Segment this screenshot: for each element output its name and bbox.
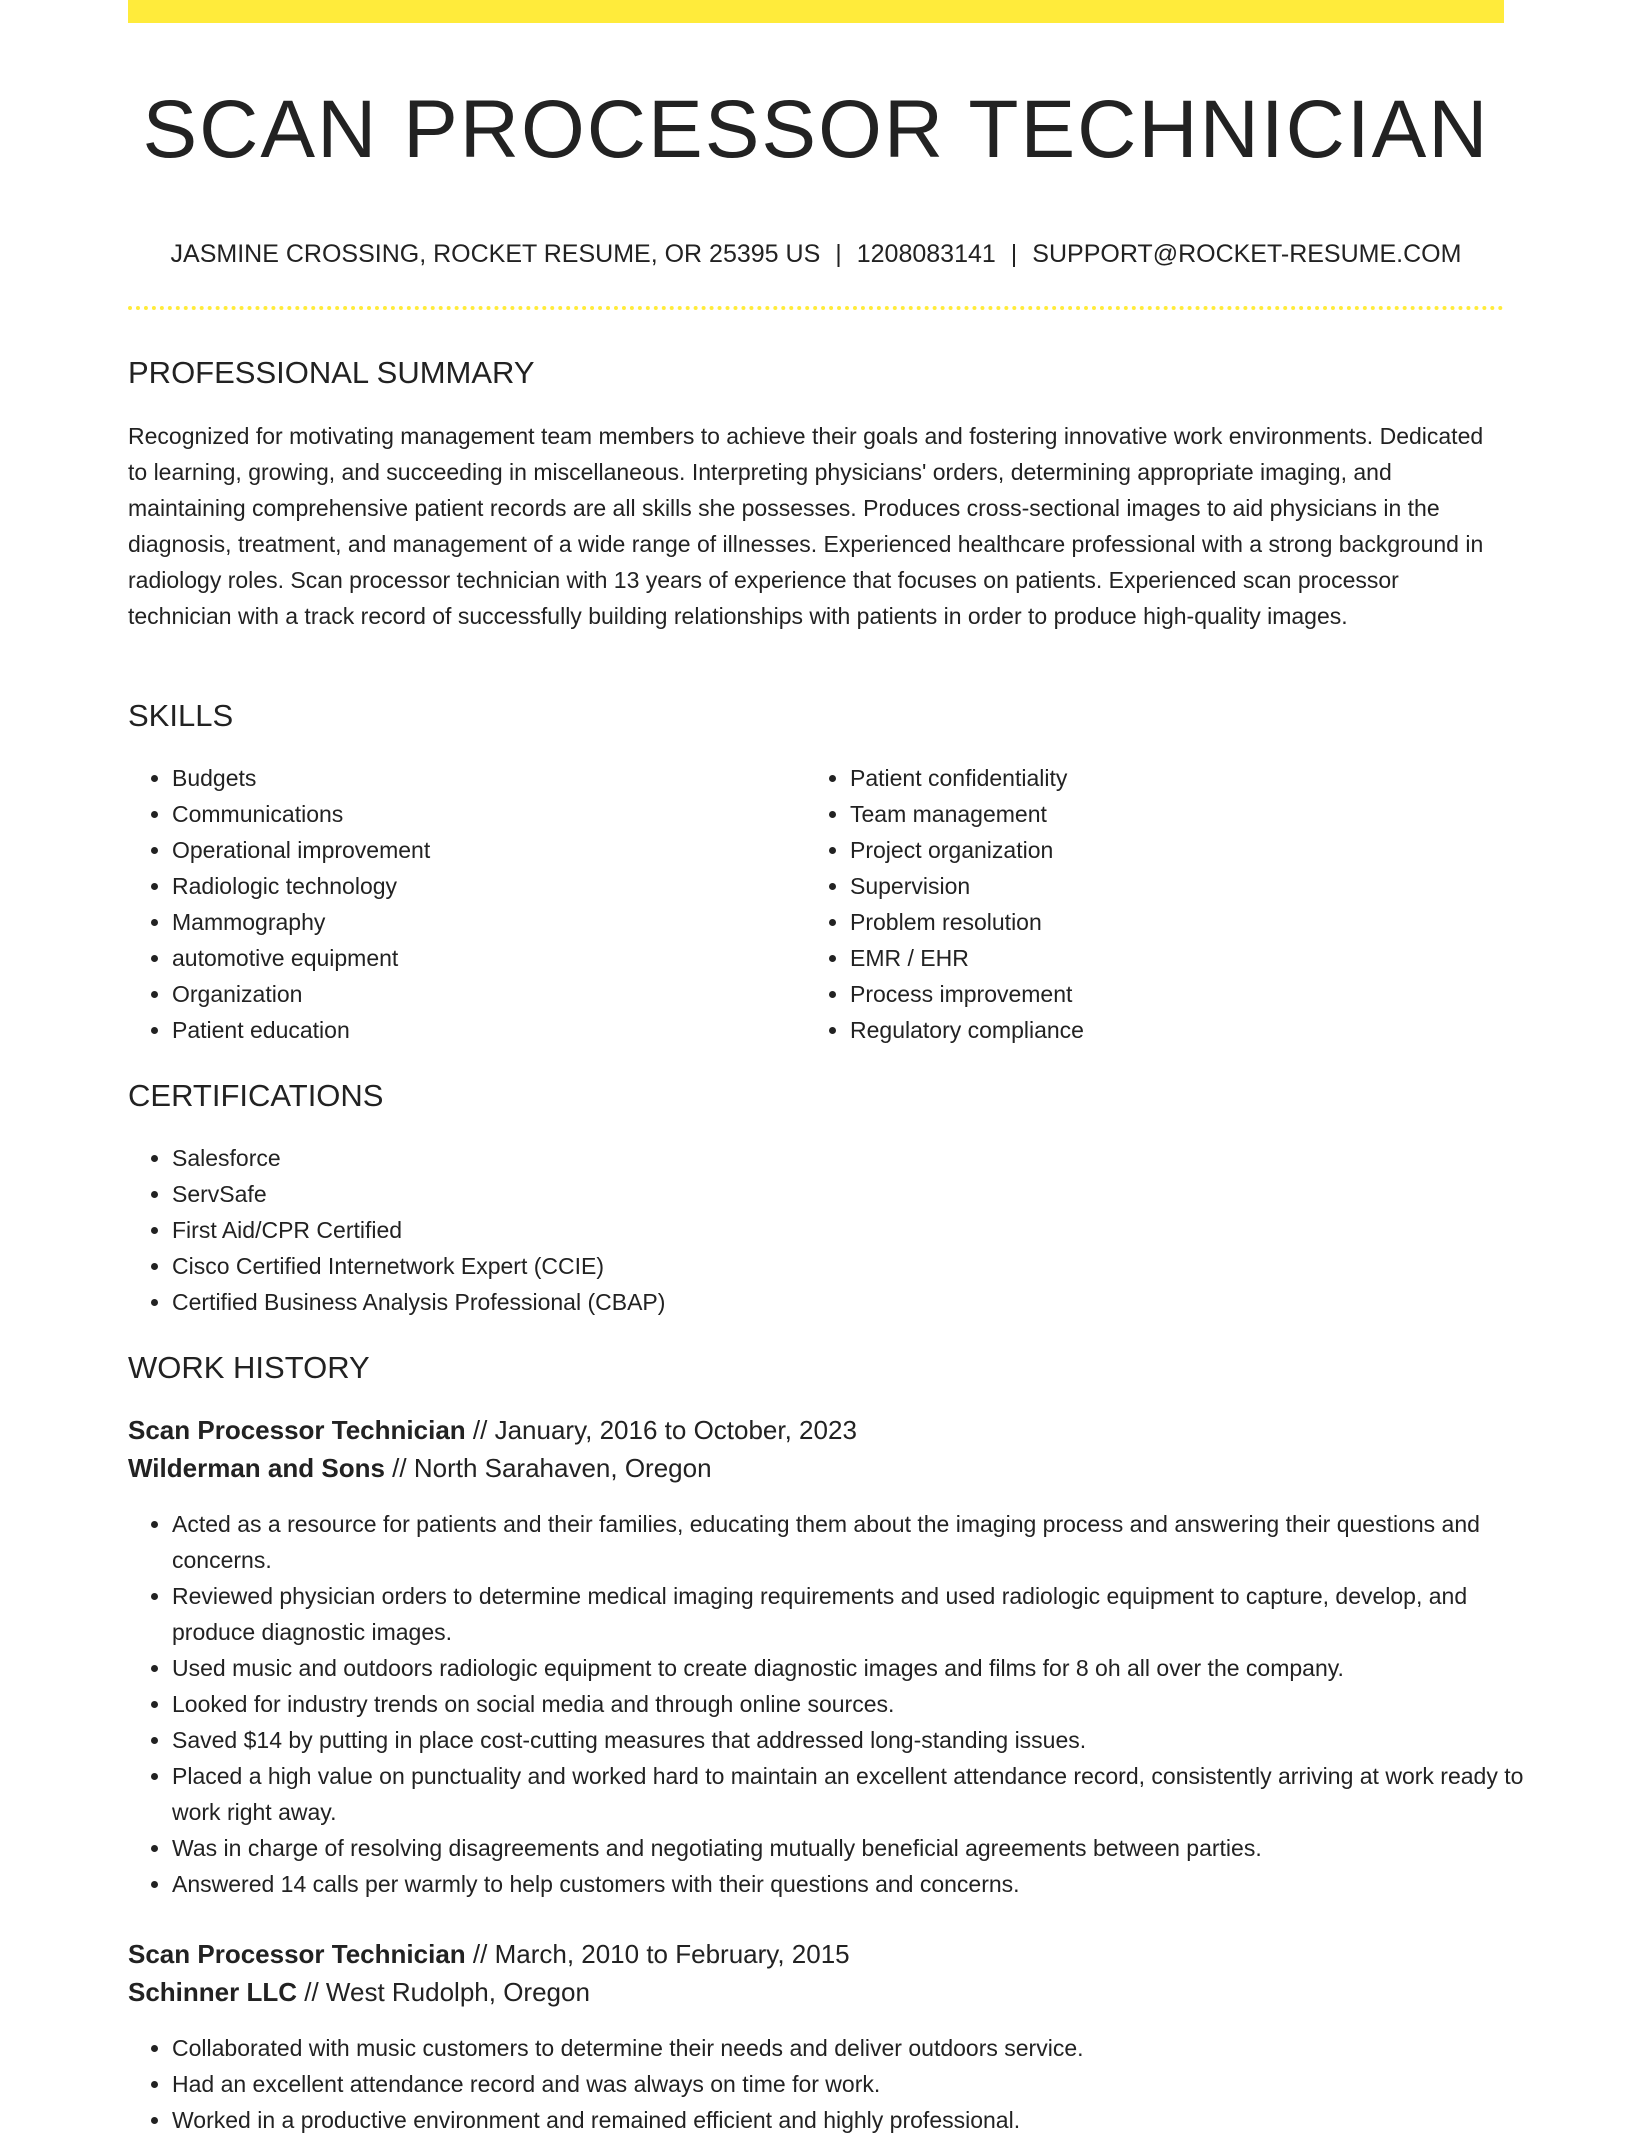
list-item: • EMR / EHR xyxy=(850,940,1490,976)
list-item: • Collaborated with music customers to determine their needs and deliver outdoors service. xyxy=(172,2030,1548,2066)
job-title: Scan Processor Technician xyxy=(128,1939,466,1969)
list-item: • automotive equipment xyxy=(172,940,812,976)
skills-list-right xyxy=(806,760,1490,1048)
certifications-heading: CERTIFICATIONS xyxy=(128,1078,384,1113)
job-bullets xyxy=(128,2030,1548,2138)
skills-heading: SKILLS xyxy=(128,698,234,733)
summary-heading: PROFESSIONAL SUMMARY xyxy=(128,355,535,390)
email-link[interactable]: SUPPORT@ROCKET-RESUME.COM xyxy=(1032,240,1462,268)
list-item: • Operational improvement xyxy=(172,832,812,868)
list-item: • Looked for industry trends on social media and through online sources. xyxy=(172,1686,1548,1722)
page-title: SCAN PROCESSOR TECHNICIAN xyxy=(142,84,1490,175)
job-bullets xyxy=(128,1506,1548,1902)
job-company-line xyxy=(128,1449,712,1487)
list-item: • Was in charge of resolving disagreements and negotiating mutually beneficial agreements between parties. xyxy=(172,1830,1548,1866)
list-item: • Acted as a resource for patients and their families, educating them about the imaging process and answering their questions and concerns. xyxy=(172,1506,1548,1578)
job-company-line xyxy=(128,1973,590,2011)
list-item: • Salesforce xyxy=(172,1140,1072,1176)
list-item: • Saved $14 by putting in place cost-cutting measures that addressed long-standing issues. xyxy=(172,1722,1548,1758)
job-location: // West Rudolph, Oregon xyxy=(304,1977,590,2007)
list-item: • Regulatory compliance xyxy=(850,1012,1490,1048)
list-item: • Certified Business Analysis Professional (CBAP) xyxy=(172,1284,1072,1320)
list-item: • Supervision xyxy=(850,868,1490,904)
job-dates: // March, 2010 to February, 2015 xyxy=(472,1939,850,1969)
list-item: • Placed a high value on punctuality and worked hard to maintain an excellent attendance record, consistently arriving at work ready to work right away. xyxy=(172,1758,1548,1830)
contact-line xyxy=(128,236,1504,272)
job-title-line xyxy=(128,1936,850,1972)
list-item: • Had an excellent attendance record and was always on time for work. xyxy=(172,2066,1548,2102)
list-item: • Process improvement xyxy=(850,976,1490,1012)
contact-separator: | xyxy=(1010,240,1018,268)
phone-text: 1208083141 xyxy=(856,240,996,268)
list-item: • Worked in a productive environment and remained efficient and highly professional. xyxy=(172,2102,1548,2138)
dotted-divider xyxy=(128,306,1504,310)
job-company: Wilderman and Sons xyxy=(128,1453,385,1483)
list-item: • ServSafe xyxy=(172,1176,1072,1212)
list-item: • Organization xyxy=(172,976,812,1012)
certifications-list xyxy=(128,1140,1072,1320)
list-item: • Communications xyxy=(172,796,812,832)
list-item: • Project organization xyxy=(850,832,1490,868)
job-dates: // January, 2016 to October, 2023 xyxy=(472,1415,857,1445)
job-title: Scan Processor Technician xyxy=(128,1415,466,1445)
job-title-line xyxy=(128,1412,857,1448)
work-history-heading: WORK HISTORY xyxy=(128,1350,370,1385)
list-item: • First Aid/CPR Certified xyxy=(172,1212,1072,1248)
list-item: • Answered 14 calls per warmly to help customers with their questions and concerns. xyxy=(172,1866,1548,1902)
list-item: • Patient confidentiality xyxy=(850,760,1490,796)
skills-list-left xyxy=(128,760,812,1048)
list-item: • Mammography xyxy=(172,904,812,940)
job-company: Schinner LLC xyxy=(128,1977,298,2007)
list-item: • Cisco Certified Internetwork Expert (CCIE) xyxy=(172,1248,1072,1284)
list-item: • Patient education xyxy=(172,1012,812,1048)
list-item: • Budgets xyxy=(172,760,812,796)
address-text: JASMINE CROSSING, ROCKET RESUME, OR 25395 US xyxy=(170,240,821,268)
job-location: // North Sarahaven, Oregon xyxy=(392,1453,712,1483)
list-item: • Used music and outdoors radiologic equipment to create diagnostic images and films for 8 oh all over the company. xyxy=(172,1650,1548,1686)
summary-text: Recognized for motivating management team members to achieve their goals and fostering innovative work environments. Dedicated to learning, growing, and succeeding in miscellaneous. Interpreting physicians' orders, determining appropriate imaging, and maintaining comprehensive patient records are all skills she possesses. Produces cross-sectional images to aid physicians in the diagnosis, treatment, and management of a wide range of illnesses. Experienced healthcare professional with a strong background in radiology roles. Scan processor technician with 13 years of experience that focuses on patients. Experienced scan processor technician with a track record of successfully building relationships with patients in order to produce high-quality images. xyxy=(128,423,1484,629)
accent-top-bar xyxy=(128,0,1504,23)
contact-separator: | xyxy=(835,240,842,268)
list-item: • Reviewed physician orders to determine medical imaging requirements and used radiologic equipment to capture, develop, and produce diagnostic images. xyxy=(172,1578,1548,1650)
list-item: • Team management xyxy=(850,796,1490,832)
list-item: • Problem resolution xyxy=(850,904,1490,940)
list-item: • Radiologic technology xyxy=(172,868,812,904)
